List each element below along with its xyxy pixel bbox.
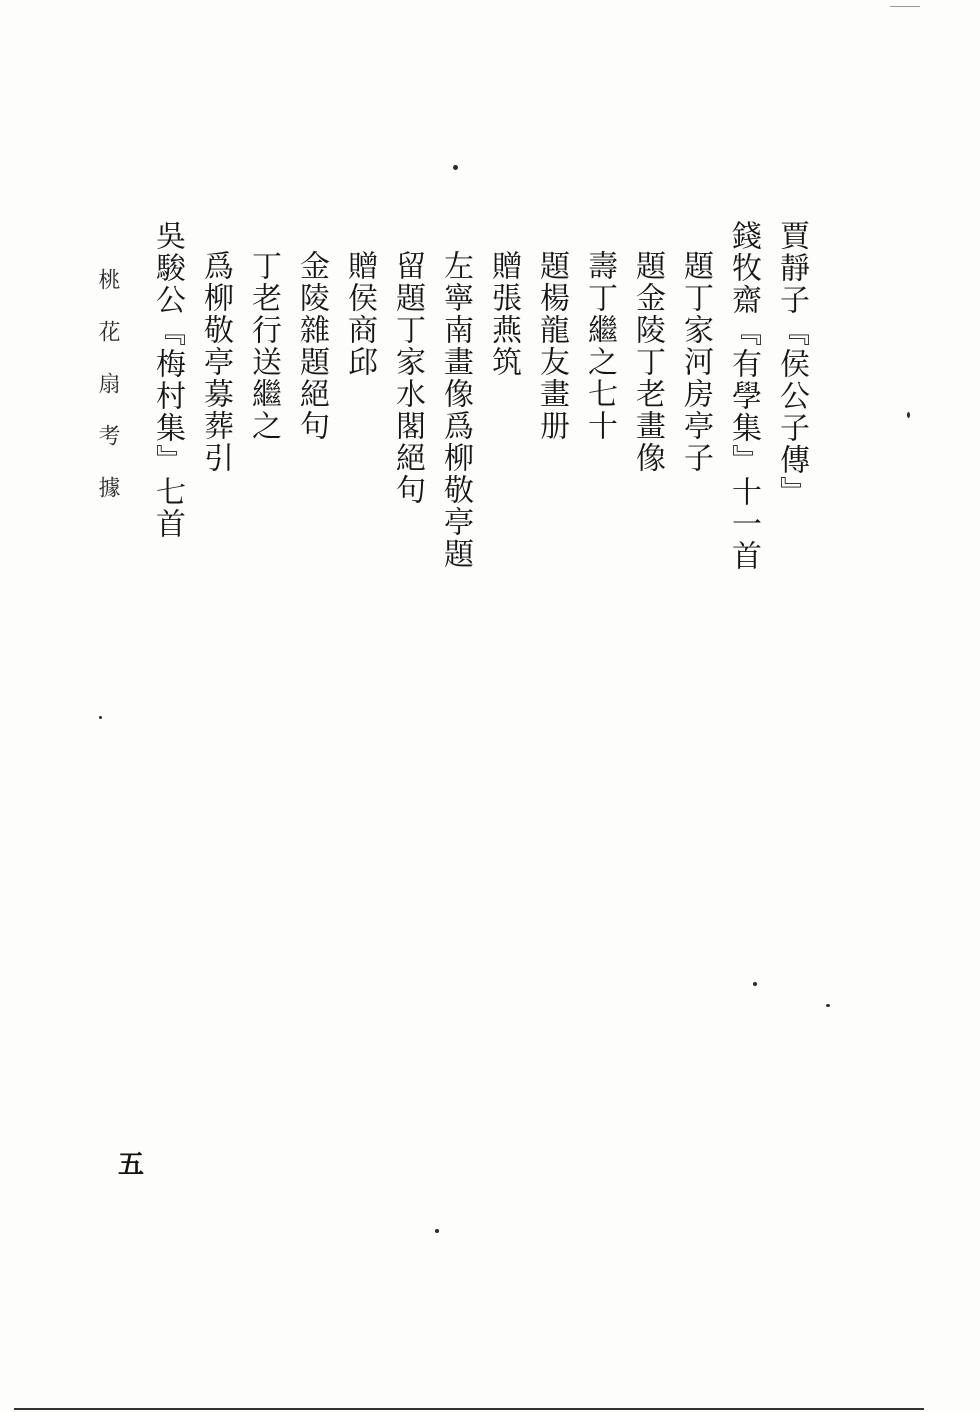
entry-item: 丁老行送繼之 [246,250,281,442]
entry-jia-jingzi: 賈靜子『侯公子傳』 [774,220,809,508]
scan-speck [907,412,910,418]
entry-item: 留題丁家水閣絕句 [390,250,425,506]
page-edge-mark [890,6,920,7]
page-bottom-edge [14,1408,924,1410]
entry-item: 贈張燕筑 [486,250,521,378]
scan-speck [753,982,757,986]
entry-item: 壽丁繼之七十 [582,250,617,442]
entry-item: 贈侯商邱 [342,250,377,378]
entry-item: 題金陵丁老畫像 [630,250,665,474]
scan-speck [435,1229,439,1233]
scan-speck [826,1004,830,1007]
entry-item: 金陵雜題絕句 [294,250,329,442]
entry-wu-jungong: 吳駿公『梅村集』七首 [150,220,185,540]
entry-qian-muzhai: 錢牧齋『有學集』十一首 [726,220,761,572]
entry-item: 左寧南畫像爲柳敬亭題 [438,250,473,570]
scan-speck [99,716,102,719]
page-number: 五 [118,1150,145,1180]
entry-item: 題楊龍友畫册 [534,250,569,442]
running-head: 桃花扇考據 [95,268,120,528]
scan-speck [453,165,458,170]
entry-item: 爲柳敬亭募葬引 [198,250,233,474]
entry-item: 題丁家河房亭子 [678,250,713,474]
